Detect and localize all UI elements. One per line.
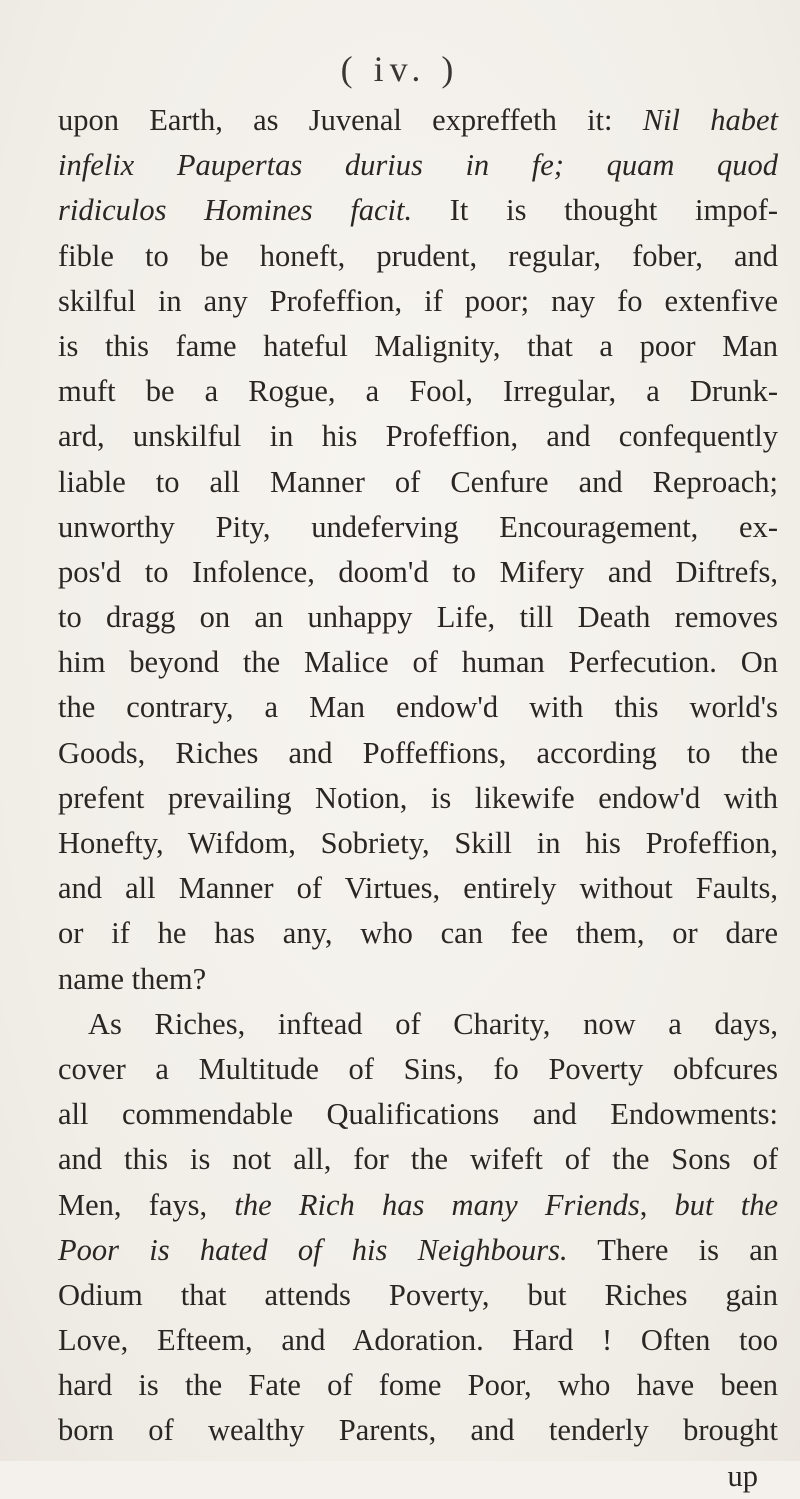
italic-text: the Rich has many Friends xyxy=(234,1187,640,1222)
text-run: is this fame hateful Malignity, that a poor Man xyxy=(58,328,778,363)
text-run: to dragg on an unhappy Life, till Death removes xyxy=(58,600,778,635)
italic-text: ridiculos Homines facit. xyxy=(58,193,413,228)
text-run: fible to be honeft, prudent, regular, fober, and xyxy=(58,238,778,273)
italic-text: Poor is hated of his Neighbours. xyxy=(58,1232,568,1267)
text-run: and this is not all, for the wifeft of the Sons of xyxy=(58,1142,778,1177)
text-run: all commendable Qualifications and Endowments: xyxy=(58,1097,778,1132)
text-run: It is thought impof- xyxy=(412,193,779,228)
text-line xyxy=(58,143,778,188)
text-run: skilful in any Profeffion, if poor; nay fo extenfive xyxy=(58,283,778,318)
text-run: Goods, Riches and Poffeffions, according to the xyxy=(58,735,778,770)
text-run: pos'd to Infolence, doom'd to Mifery and Diftrefs, xyxy=(58,554,778,589)
text-line xyxy=(58,821,778,866)
text-line xyxy=(58,640,778,685)
text-run: , xyxy=(639,1187,675,1222)
text-line xyxy=(58,324,778,369)
text-run: Love, Efteem, and Adoration. Hard ! Often too xyxy=(58,1323,778,1358)
text-run: and all Manner of Virtues, entirely without Faults, xyxy=(58,871,778,906)
text-run: upon Earth, as Juvenal expreffeth it: xyxy=(58,103,643,137)
text-run: muft be a Rogue, a Fool, Irregular, a Drunk- xyxy=(58,374,778,409)
text-line xyxy=(58,1183,778,1228)
text-line xyxy=(58,460,778,505)
text-line xyxy=(58,866,778,911)
text-run: prefent prevailing Notion, is likewife endow'd with xyxy=(58,780,778,815)
text-run: him beyond the Malice of human Perfecution. On xyxy=(58,645,778,680)
text-run: liable to all Manner of Cenfure and Reproach; xyxy=(58,464,778,499)
text-line xyxy=(58,685,778,730)
text-run: There is an xyxy=(567,1232,779,1267)
text-line xyxy=(58,1363,778,1408)
text-run: Honefty, Wifdom, Sobriety, Skill in his Profeffion, xyxy=(58,826,778,860)
text-line xyxy=(58,911,778,956)
text-line xyxy=(58,957,778,1002)
text-line xyxy=(58,1318,778,1363)
page-number: ( iv. ) xyxy=(340,49,460,89)
text-run: As Riches, inftead of Charity, now a days, xyxy=(88,1006,778,1041)
text-run: cover a Multitude of Sins, fo Poverty obfcures xyxy=(58,1051,778,1086)
text-line xyxy=(58,776,778,821)
text-line xyxy=(58,731,778,776)
text-line xyxy=(58,595,778,640)
text-run: Odium that attends Poverty, but Riches gain xyxy=(58,1277,778,1312)
italic-text: infelix Paupertas durius in fe; quam quod xyxy=(58,148,778,183)
catchword: up xyxy=(727,1458,758,1493)
text-run: hard is the Fate of fome Poor, who have been xyxy=(58,1368,778,1403)
body-text xyxy=(58,98,778,1499)
text-line xyxy=(58,369,778,414)
text-run: unworthy Pity, undeferving Encouragement, ex- xyxy=(58,509,778,544)
text-run: name them? xyxy=(58,961,207,996)
italic-text: Nil habet xyxy=(642,103,778,137)
text-run: born of wealthy Parents, and tenderly brought xyxy=(58,1413,778,1448)
text-line xyxy=(58,279,778,324)
text-line xyxy=(58,1273,778,1318)
text-line xyxy=(58,1137,778,1182)
text-run: ard, unskilful in his Profeffion, and confequently xyxy=(58,419,778,454)
text-line xyxy=(58,505,778,550)
text-line xyxy=(58,1002,778,1047)
text-run: or if he has any, who can fee them, or dare xyxy=(58,916,778,951)
text-line xyxy=(58,550,778,595)
text-line xyxy=(58,1408,778,1453)
text-line xyxy=(58,1228,778,1273)
text-line xyxy=(58,188,778,233)
text-run: Men, fays, xyxy=(58,1187,235,1222)
text-line xyxy=(58,1092,778,1137)
italic-text: but the xyxy=(674,1187,778,1222)
text-line xyxy=(58,234,778,279)
text-line xyxy=(58,98,778,143)
text-line xyxy=(58,414,778,459)
text-line xyxy=(58,1047,778,1092)
text-run: the contrary, a Man endow'd with this world's xyxy=(58,690,778,725)
